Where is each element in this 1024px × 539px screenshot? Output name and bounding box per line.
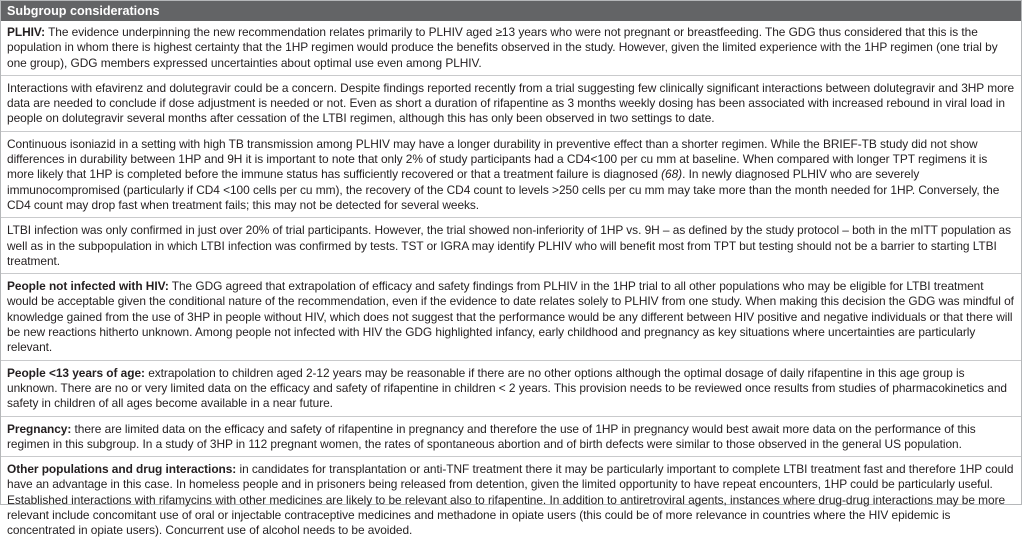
paragraph-isoniazid [1,137,1021,218]
paragraph-text-continued: . In newly diagnosed PLHIV who are severely immunocompromised (particularly if CD4 <100 cells per cu mm), the recovery of the CD4 count to levels >250 cells per cu mm may take more than the month needed for 1HP. Conversely, the CD4 count may drop fast when treatment fails; this may not be detected for several weeks. [7,167,1000,212]
paragraph-text: in candidates for transplantation or anti-TNF treatment there it may be particularly important to complete LTBI treatment fast and therefore 1HP could have an advantage in this case. In homeless people and in prisoners being released from detention, given the limited opportunity to have repeat encounters, 1HP could be particularly useful. Established interactions with rifamycins with other medicines are likely to be relevant also to rifapentine. In addition to antiretroviral agents, instances where drug-drug interactions may be more relevant include concomitant use of oral or injectable contraceptive medicines and methadone in opiate users (this could be of more relevance in countries where the HIV epidemic is concentrated in opiate users). Concurrent use of alcohol needs to be avoided. [7,462,1014,538]
paragraph-text: The evidence underpinning the new recommendation relates primarily to PLHIV aged ≥13 years who were not pregnant or breastfeeding. The GDG thus considered that this is the population in whom there is highest certainty that the 1HP regimen would produce the benefits observed in the study. However, given the limited experience with the 1HP regimen (one trial by one group), GDG members expressed uncertainties about optimal use even among PLHIV. [7,25,998,70]
paragraph-children [1,366,1021,417]
paragraph-lead: PLHIV: [7,25,46,39]
paragraph-lead: People not infected with HIV: [7,279,169,294]
paragraph-pregnancy [1,422,1021,458]
paragraph-ltbi [1,223,1021,274]
paragraph-other-populations [1,462,1021,538]
paragraph-text: extrapolation to children aged 2-12 years may be reasonable if there are no other options although the optimal dosage of daily rifapentine in this age group is unknown. There are no or very limited data on the efficacy and safety of rifapentine in children < 2 years. This provision needs to be reviewed once results from studies of pharmacokinetics and safety in children of all ages become available in a near future. [7,365,1007,411]
paragraph-lead: Pregnancy: [7,421,72,436]
section-title: Subgroup considerations [7,4,160,18]
section-header [1,1,1021,21]
paragraph-text: Interactions with efavirenz and dolutegravir could be a concern. Despite findings reported recently from a trial suggesting few clinically significant interactions between dolutegravir and 3HP more data are needed to conclude if dose adjustment is needed or not. Even as short a duration of rifapentine as 3 months weekly dosing has been associated with increased rebound in viral load in people on dolutegravir several months after cessation of the LTBI regimen, although this has only been observed in two settings to date. [7,80,1015,126]
paragraph-not-hiv [1,279,1021,360]
paragraph-lead: People <13 years of age: [7,365,145,380]
paragraph-text: LTBI infection was only confirmed in just over 20% of trial participants. However, the trial showed non-inferiority of 1HP vs. 9H – as defined by the study protocol – both in the mITT population as well as in the subpopulation in which LTBI infection was confirmed by tests. TST or IGRA may identify PLHIV who will benefit most from TPT but testing should not be a barrier to starting LTBI treatment. [7,223,1012,268]
citation: (68) [661,167,683,182]
paragraph-text: there are limited data on the efficacy and safety of rifapentine in pregnancy and therefore the use of 1HP in pregnancy would best await more data on the performance of this regimen in this subgroup. In a study of 3HP in 112 pregnant women, the rates of spontaneous abortion and of birth defects were similar to those observed in the general US population. [7,421,976,451]
paragraph-interactions [1,81,1021,132]
paragraph-text: Continuous isoniazid in a setting with high TB transmission among PLHIV may have a longer durability in preventive effect than a shorter regimen. While the BRIEF-TB study did not show differences in durability between 1HP and 9H it is important to note that only 2% of study participants had a CD4<100 per cu mm at baseline. When compared with longer TPT regimens it is more likely that 1HP is completed before the immune status has sufficiently recovered or that a treatment failure is diagnosed [7,136,988,182]
paragraph-plhiv [1,25,1021,76]
paragraph-lead: Other populations and drug interactions: [7,462,237,477]
paragraph-text: The GDG agreed that extrapolation of efficacy and safety findings from PLHIV in the 1HP trial to all other populations who may be eligible for LTBI treatment would be acceptable given the conditional nature of the recommendation, even if the evidence to date relates solely to PLHIV from one study. When making this decision the GDG was mindful of knowledge gained from the use of 3HP in people without HIV, which does not suggest that the performance would be any different between HIV positive and negative individuals or that there will be new reactions hitherto unknown. Among people not infected with HIV the GDG highlighted infancy, early childhood and pregnancy as key situations where uncertainties are particularly relevant. [7,279,1014,355]
